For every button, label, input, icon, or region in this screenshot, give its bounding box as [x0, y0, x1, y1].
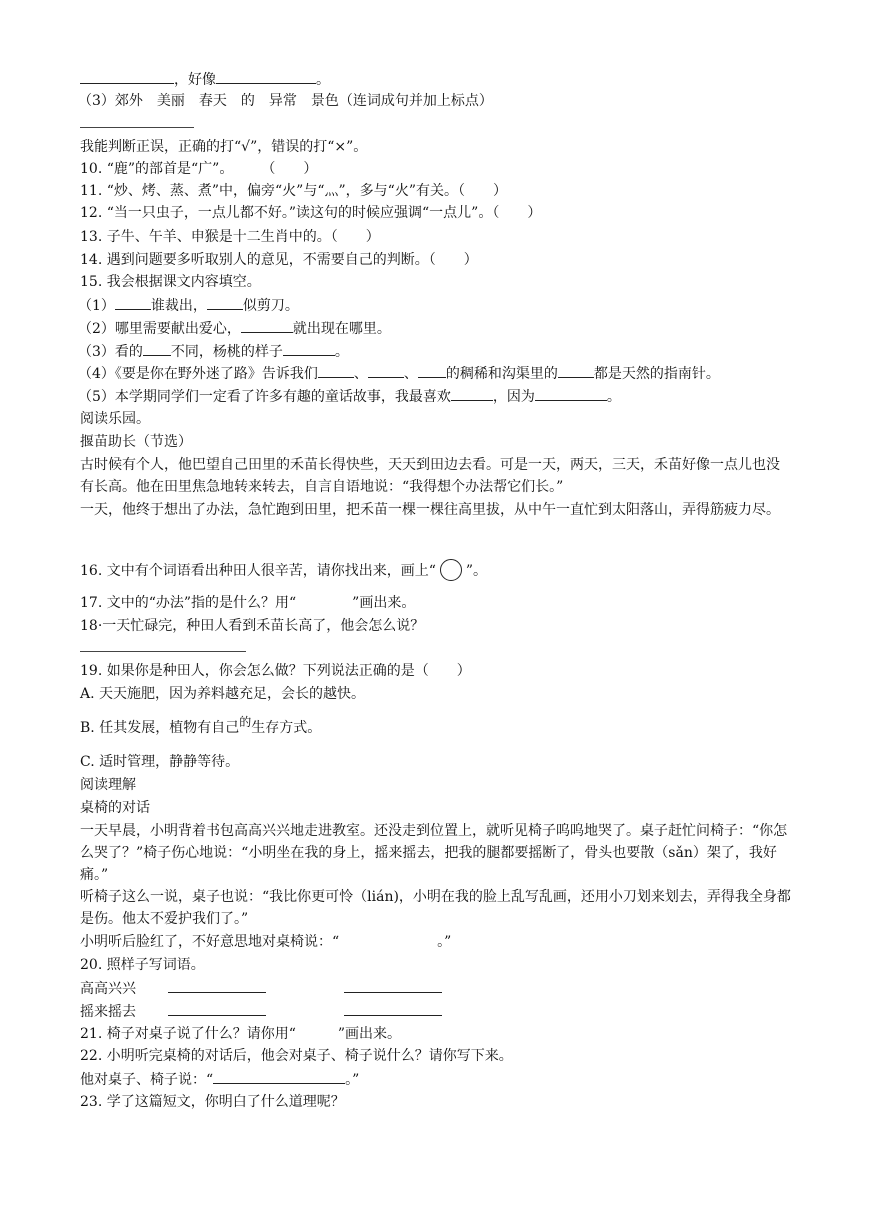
text: 、 — [403, 366, 418, 382]
option-a[interactable]: A. 天天施肥，因为养料越充足，会长的越快。 — [80, 686, 366, 702]
text: （5）本学期同学们一定看了许多有趣的童话故事，我最喜欢 — [78, 389, 451, 405]
story-2-paragraph-3: 小明听后脸红了，不好意思地对桌椅说：“ 。” — [80, 934, 452, 950]
text: 、 — [353, 366, 368, 382]
option-c[interactable]: C. 适时管理，静静等待。 — [80, 754, 240, 770]
answer-line[interactable] — [80, 651, 246, 652]
reading-section-2-title: 阅读理解 — [80, 777, 136, 793]
question-15: 15. 我会根据课文内容填空。 — [80, 274, 261, 290]
text: 。” — [345, 1072, 360, 1088]
text: 摇来摇去 — [80, 1004, 136, 1020]
answer-blank[interactable] — [213, 1069, 345, 1084]
question-11: 11. “炒、烤、蒸、煮”中，偏旁“火”与“灬”，多与“火”有关。（ ） — [80, 183, 507, 199]
text: 的稠稀和沟渠里的 — [445, 366, 558, 382]
text: （4）《要是你在野外迷了路》告诉我们 — [78, 366, 318, 382]
question-15-1 — [78, 295, 299, 316]
text: 似剪刀。 — [242, 298, 299, 314]
question-21: 21. 椅子对桌子说了什么？请你用“ ”画出来。 — [80, 1026, 402, 1042]
answer-blank[interactable] — [115, 295, 151, 310]
text: 就出现在哪里。 — [292, 321, 391, 337]
question-23: 23. 学了这篇短文，你明白了什么道理呢？ — [80, 1094, 345, 1110]
text: （3）看的 — [78, 344, 143, 360]
text: 谁裁出， — [150, 298, 207, 314]
text: 不同，杨桃的样子 — [170, 344, 283, 360]
text: 都是天然的指南针。 — [593, 366, 720, 382]
answer-blank[interactable] — [143, 341, 171, 356]
answer-blank[interactable] — [283, 341, 335, 356]
text: （1） — [78, 298, 115, 314]
text: ，因为 — [492, 389, 535, 405]
question-10: 10. “鹿”的部首是“广”。 （ ） — [80, 161, 318, 177]
text: 16. 文中有个词语看出种田人很辛苦，请你找出来，画上“ — [80, 563, 436, 579]
story-1-title: 揠苗助长（节选） — [80, 434, 192, 450]
question-14: 14. 遇到问题要多听取别人的意见，不需要自己的判断。（ ） — [80, 252, 478, 268]
question-22: 22. 小明听完桌椅的对话后，他会对桌子、椅子说什么？请你写下来。 — [80, 1048, 513, 1064]
text: 高高兴兴 — [80, 981, 136, 997]
answer-blank[interactable] — [368, 363, 404, 378]
question-15-3 — [78, 341, 349, 362]
text: 。 — [316, 72, 330, 88]
answer-blank[interactable] — [241, 318, 293, 333]
option-b[interactable] — [80, 715, 322, 738]
circle-icon — [440, 559, 462, 581]
answer-blank[interactable] — [80, 69, 174, 84]
answer-blank[interactable] — [207, 295, 243, 310]
story-1-paragraph-1: 古时候有个人，他巴望自己田里的禾苗长得快些，天天到田边去看。可是一天，两天，三天，禾苗好像一点儿也没有长高。他在田里焦急地转来转去，自言自语地说：“我得想个办法帮它们长。” — [80, 457, 780, 495]
answer-blank[interactable] — [344, 1001, 442, 1016]
answer-blank[interactable] — [318, 363, 354, 378]
example-row-2 — [80, 1001, 442, 1022]
question-15-2 — [78, 318, 391, 339]
judge-section-title: 我能判断正误，正确的打“√”，错误的打“×”。 — [80, 139, 368, 155]
question-13: 13. 子牛、午羊、申猴是十二生肖中的。（ ） — [80, 229, 380, 245]
text: （2）哪里需要献出爱心， — [78, 321, 241, 337]
question-18: 18·一天忙碌完，种田人看到禾苗长高了，他会怎么说？ — [80, 618, 425, 634]
text: 。 — [606, 389, 621, 405]
example-row-1 — [80, 978, 442, 999]
text: ，好像 — [174, 72, 216, 88]
question-12: 12. “当一只虫子，一点儿都不好。”读这句的时候应强调“一点儿”。（ ） — [80, 205, 542, 221]
question-16 — [80, 559, 487, 581]
question-15-5 — [78, 386, 621, 407]
answer-blank[interactable] — [451, 386, 493, 401]
question-20: 20. 照样子写词语。 — [80, 957, 205, 973]
answer-line[interactable] — [80, 127, 194, 128]
fill-line-1 — [80, 69, 330, 90]
answer-blank[interactable] — [535, 386, 607, 401]
question-19: 19. 如果你是种田人，你会怎么做？下列说法正确的是（ ） — [80, 663, 471, 679]
text: 。 — [334, 344, 349, 360]
text: ”。 — [465, 563, 488, 579]
story-1-paragraph-2: 一天，他终于想出了办法，急忙跑到田里，把禾苗一棵一棵往高里拔，从中午一直忙到太阳落山，弄得筋疲力尽。 — [80, 502, 780, 518]
question-22-answer — [80, 1069, 359, 1090]
answer-blank[interactable] — [168, 1001, 266, 1016]
answer-blank[interactable] — [418, 363, 446, 378]
story-2-paragraph-1: 一天早晨，小明背着书包高高兴兴地走进教室。还没走到位置上，就听见椅子呜呜地哭了。桌子赶忙问椅子：“你怎么哭了？”椅子伤心地说：“小明坐在我的身上，摇来摇去，把我的腿都要摇断了，骨头也要散（sǎn）架了，我好痛。” — [80, 823, 788, 883]
text: 他对桌子、椅子说：“ — [80, 1072, 214, 1088]
answer-blank[interactable] — [558, 363, 594, 378]
text: 的 — [239, 715, 252, 729]
answer-blank[interactable] — [344, 978, 442, 993]
answer-blank[interactable] — [168, 978, 266, 993]
text: B. 任其发展，植物有自己 — [80, 720, 240, 736]
story-2-title: 桌椅的对话 — [80, 800, 150, 816]
question-17: 17. 文中的“办法”指的是什么？用“ ”画出来。 — [80, 595, 416, 611]
reading-section-1-title: 阅读乐园。 — [80, 411, 150, 427]
sentence-question-3: （3）郊外 美丽 春天 的 异常 景色（连词成句并加上标点） — [78, 93, 493, 109]
story-2-paragraph-2: 听椅子这么一说，桌子也说：“我比你更可怜（lián)，小明在我的脸上乱写乱画，还用小刀划来划去，弄得我全身都是伤。他太不爱护我们了。” — [80, 889, 791, 927]
answer-blank[interactable] — [216, 69, 316, 84]
question-15-4 — [78, 363, 720, 384]
text: 生存方式。 — [251, 720, 322, 736]
